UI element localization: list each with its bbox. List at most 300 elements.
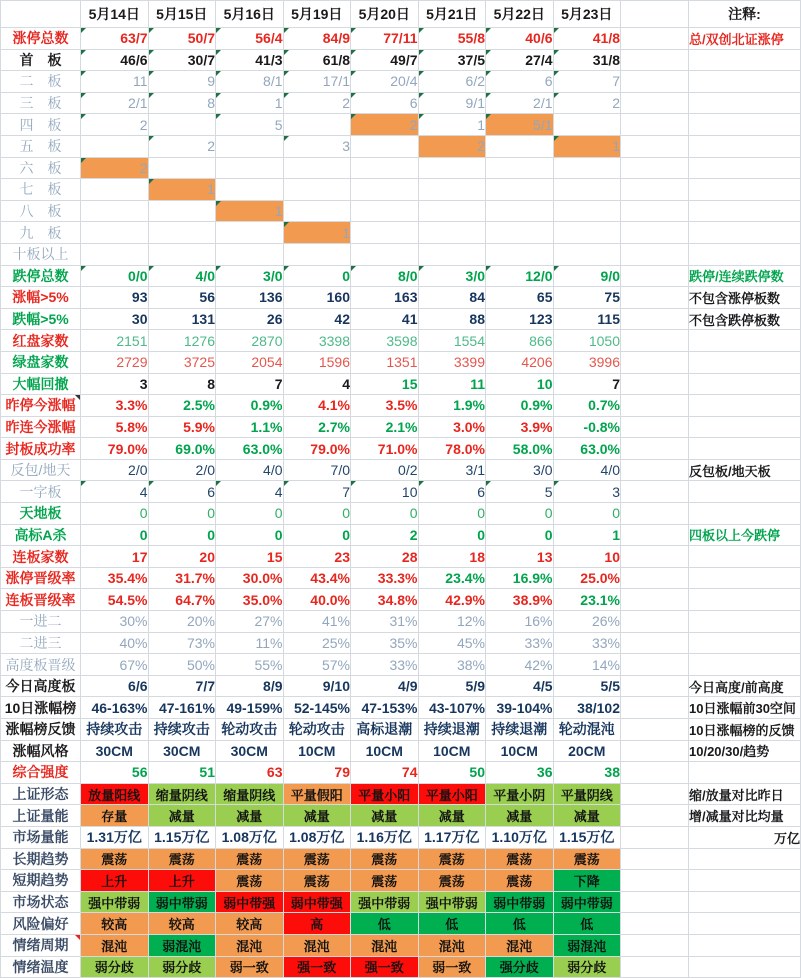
- data-cell[interactable]: 较高: [148, 913, 216, 935]
- data-cell[interactable]: 20/4: [351, 71, 419, 93]
- data-cell[interactable]: 3/1: [418, 459, 486, 481]
- data-cell[interactable]: 30%: [81, 611, 149, 633]
- data-cell[interactable]: 30CM: [81, 740, 149, 762]
- data-cell[interactable]: 持续退潮: [418, 719, 486, 741]
- data-cell[interactable]: 6: [148, 481, 216, 503]
- data-cell[interactable]: 低: [351, 913, 419, 935]
- data-cell[interactable]: 15: [216, 546, 284, 568]
- data-cell[interactable]: 5.8%: [81, 416, 149, 438]
- data-cell[interactable]: 0.7%: [553, 395, 621, 417]
- data-cell[interactable]: 4: [81, 481, 149, 503]
- data-cell[interactable]: 14%: [553, 654, 621, 676]
- data-cell[interactable]: 54.5%: [81, 589, 149, 611]
- data-cell[interactable]: 3.5%: [351, 395, 419, 417]
- spacer-cell[interactable]: [621, 719, 689, 741]
- data-cell[interactable]: 平量小阴: [486, 783, 554, 805]
- data-cell[interactable]: 4: [216, 481, 284, 503]
- data-cell[interactable]: 7: [553, 71, 621, 93]
- data-cell[interactable]: 37/5: [418, 49, 486, 71]
- data-cell[interactable]: 混沌: [486, 934, 554, 956]
- data-cell[interactable]: 0: [216, 503, 284, 525]
- data-cell[interactable]: 38/102: [553, 697, 621, 719]
- data-cell[interactable]: 震荡: [351, 848, 419, 870]
- data-cell[interactable]: 4206: [486, 351, 554, 373]
- data-cell[interactable]: 5/5: [553, 675, 621, 697]
- data-cell[interactable]: 0/0: [81, 265, 149, 287]
- data-cell[interactable]: 7: [216, 373, 284, 395]
- data-cell[interactable]: 2/1: [486, 92, 554, 114]
- row-label[interactable]: 二 板: [1, 71, 81, 93]
- data-cell[interactable]: 4/0: [148, 265, 216, 287]
- data-cell[interactable]: 震荡: [418, 870, 486, 892]
- note-cell[interactable]: [689, 956, 801, 978]
- data-cell[interactable]: 31%: [351, 611, 419, 633]
- data-cell[interactable]: 1: [216, 200, 284, 222]
- data-cell[interactable]: 39-104%: [486, 697, 554, 719]
- data-cell[interactable]: 震荡: [283, 870, 351, 892]
- data-cell[interactable]: 77/11: [351, 28, 419, 50]
- data-cell[interactable]: 58.0%: [486, 438, 554, 460]
- spacer-cell[interactable]: [621, 200, 689, 222]
- data-cell[interactable]: 17/1: [283, 71, 351, 93]
- data-cell[interactable]: [81, 243, 149, 265]
- data-cell[interactable]: 46/6: [81, 49, 149, 71]
- data-cell[interactable]: 63.0%: [216, 438, 284, 460]
- data-cell[interactable]: 5/1: [486, 114, 554, 136]
- note-cell[interactable]: [689, 481, 801, 503]
- data-cell[interactable]: 3598: [351, 330, 419, 352]
- data-cell[interactable]: 30: [81, 308, 149, 330]
- data-cell[interactable]: [486, 179, 554, 201]
- row-label[interactable]: 涨幅>5%: [1, 287, 81, 309]
- row-label[interactable]: 绿盘家数: [1, 351, 81, 373]
- spacer-cell[interactable]: [621, 179, 689, 201]
- data-cell[interactable]: 持续退潮: [486, 719, 554, 741]
- data-cell[interactable]: 10CM: [418, 740, 486, 762]
- row-label[interactable]: 反包/地天: [1, 459, 81, 481]
- data-cell[interactable]: 2151: [81, 330, 149, 352]
- row-label[interactable]: 上证形态: [1, 783, 81, 805]
- data-cell[interactable]: 35%: [351, 632, 419, 654]
- data-cell[interactable]: 弱中带弱: [148, 891, 216, 913]
- note-cell[interactable]: [689, 135, 801, 157]
- data-cell[interactable]: 5: [216, 114, 284, 136]
- data-cell[interactable]: 震荡: [486, 870, 554, 892]
- data-cell[interactable]: 35.4%: [81, 567, 149, 589]
- data-cell[interactable]: 1.08万亿: [283, 826, 351, 848]
- data-cell[interactable]: 减量: [351, 805, 419, 827]
- data-cell[interactable]: 1: [418, 114, 486, 136]
- date-header[interactable]: 5月22日: [486, 1, 554, 28]
- data-cell[interactable]: 56: [81, 762, 149, 784]
- data-cell[interactable]: 20CM: [553, 740, 621, 762]
- data-cell[interactable]: [283, 157, 351, 179]
- data-cell[interactable]: 56: [148, 287, 216, 309]
- data-cell[interactable]: 6: [351, 92, 419, 114]
- data-cell[interactable]: 49-159%: [216, 697, 284, 719]
- spacer-cell[interactable]: [621, 28, 689, 50]
- spacer-cell[interactable]: [621, 503, 689, 525]
- spacer-cell[interactable]: [621, 589, 689, 611]
- data-cell[interactable]: [553, 243, 621, 265]
- data-cell[interactable]: 缩量阴线: [148, 783, 216, 805]
- spacer-cell[interactable]: [621, 49, 689, 71]
- data-cell[interactable]: 16%: [486, 611, 554, 633]
- data-cell[interactable]: 7/0: [283, 459, 351, 481]
- data-cell[interactable]: 45%: [418, 632, 486, 654]
- note-cell[interactable]: [689, 351, 801, 373]
- data-cell[interactable]: [486, 200, 554, 222]
- data-cell[interactable]: 50: [418, 762, 486, 784]
- data-cell[interactable]: [283, 200, 351, 222]
- spacer-cell[interactable]: [621, 697, 689, 719]
- note-cell[interactable]: [689, 71, 801, 93]
- data-cell[interactable]: 8/0: [351, 265, 419, 287]
- data-cell[interactable]: 弱分歧: [148, 956, 216, 978]
- data-cell[interactable]: 混沌: [216, 934, 284, 956]
- data-cell[interactable]: 5/9: [418, 675, 486, 697]
- data-cell[interactable]: 0: [283, 503, 351, 525]
- data-cell[interactable]: 强中带弱: [351, 891, 419, 913]
- note-cell[interactable]: [689, 567, 801, 589]
- data-cell[interactable]: [148, 157, 216, 179]
- data-cell[interactable]: 23.4%: [418, 567, 486, 589]
- spacer-cell[interactable]: [621, 826, 689, 848]
- spacer-cell[interactable]: [621, 740, 689, 762]
- data-cell[interactable]: 47-161%: [148, 697, 216, 719]
- spacer-cell[interactable]: [621, 459, 689, 481]
- data-cell[interactable]: 震荡: [148, 848, 216, 870]
- row-label[interactable]: 跌停总数: [1, 265, 81, 287]
- data-cell[interactable]: 0.9%: [486, 395, 554, 417]
- data-cell[interactable]: 强一致: [351, 956, 419, 978]
- data-cell[interactable]: [283, 114, 351, 136]
- data-cell[interactable]: 41/8: [553, 28, 621, 50]
- row-label[interactable]: 连板家数: [1, 546, 81, 568]
- row-label[interactable]: 十板以上: [1, 243, 81, 265]
- data-cell[interactable]: 123: [486, 308, 554, 330]
- note-cell[interactable]: [689, 330, 801, 352]
- data-cell[interactable]: [81, 179, 149, 201]
- data-cell[interactable]: 1.16万亿: [351, 826, 419, 848]
- data-cell[interactable]: 混沌: [351, 934, 419, 956]
- row-label[interactable]: 八 板: [1, 200, 81, 222]
- data-cell[interactable]: 混沌: [81, 934, 149, 956]
- data-cell[interactable]: 63: [216, 762, 284, 784]
- data-cell[interactable]: 5.9%: [148, 416, 216, 438]
- data-cell[interactable]: 0: [81, 524, 149, 546]
- data-cell[interactable]: 混沌: [283, 934, 351, 956]
- spacer-cell[interactable]: [621, 373, 689, 395]
- data-cell[interactable]: 强中带弱: [81, 891, 149, 913]
- data-cell[interactable]: 63/7: [81, 28, 149, 50]
- data-cell[interactable]: 放量阳线: [81, 783, 149, 805]
- data-cell[interactable]: 2/1: [81, 92, 149, 114]
- data-cell[interactable]: 866: [486, 330, 554, 352]
- row-label[interactable]: 市场状态: [1, 891, 81, 913]
- data-cell[interactable]: 136: [216, 287, 284, 309]
- data-cell[interactable]: [553, 114, 621, 136]
- data-cell[interactable]: 16.9%: [486, 567, 554, 589]
- note-cell[interactable]: [689, 438, 801, 460]
- data-cell[interactable]: 30/7: [148, 49, 216, 71]
- data-cell[interactable]: 23.1%: [553, 589, 621, 611]
- note-cell[interactable]: [689, 891, 801, 913]
- row-label[interactable]: 10日涨幅榜: [1, 697, 81, 719]
- spacer-cell[interactable]: [621, 222, 689, 244]
- data-cell[interactable]: 75: [553, 287, 621, 309]
- data-cell[interactable]: 25%: [283, 632, 351, 654]
- data-cell[interactable]: 弱中带强: [216, 891, 284, 913]
- spacer-cell[interactable]: [621, 891, 689, 913]
- data-cell[interactable]: 3/0: [418, 265, 486, 287]
- data-cell[interactable]: 震荡: [553, 848, 621, 870]
- data-cell[interactable]: [216, 157, 284, 179]
- row-label[interactable]: 情绪温度: [1, 956, 81, 978]
- data-cell[interactable]: 6/2: [418, 71, 486, 93]
- data-cell[interactable]: 12%: [418, 611, 486, 633]
- data-cell[interactable]: 减量: [216, 805, 284, 827]
- data-cell[interactable]: 强中带弱: [418, 891, 486, 913]
- data-cell[interactable]: 1.15万亿: [553, 826, 621, 848]
- row-label[interactable]: 昨连今涨幅: [1, 416, 81, 438]
- data-cell[interactable]: 弱分歧: [81, 956, 149, 978]
- data-cell[interactable]: 弱中带强: [283, 891, 351, 913]
- data-cell[interactable]: 30.0%: [216, 567, 284, 589]
- data-cell[interactable]: 3398: [283, 330, 351, 352]
- data-cell[interactable]: 43.4%: [283, 567, 351, 589]
- note-cell[interactable]: [689, 762, 801, 784]
- row-label[interactable]: 红盘家数: [1, 330, 81, 352]
- data-cell[interactable]: 79.0%: [81, 438, 149, 460]
- data-cell[interactable]: 10: [553, 546, 621, 568]
- data-cell[interactable]: 73%: [148, 632, 216, 654]
- data-cell[interactable]: [283, 243, 351, 265]
- data-cell[interactable]: 震荡: [216, 848, 284, 870]
- data-cell[interactable]: 10CM: [486, 740, 554, 762]
- data-cell[interactable]: [216, 179, 284, 201]
- spacer-cell[interactable]: [621, 308, 689, 330]
- row-label[interactable]: 市场量能: [1, 826, 81, 848]
- spacer-cell[interactable]: [621, 135, 689, 157]
- row-label[interactable]: 四 板: [1, 114, 81, 136]
- data-cell[interactable]: 1554: [418, 330, 486, 352]
- note-cell[interactable]: 今日高度/前高度: [689, 675, 801, 697]
- row-label[interactable]: 涨停晋级率: [1, 567, 81, 589]
- data-cell[interactable]: [418, 157, 486, 179]
- note-cell[interactable]: 10日涨幅前30空间: [689, 697, 801, 719]
- data-cell[interactable]: 0: [148, 503, 216, 525]
- note-cell[interactable]: [689, 654, 801, 676]
- data-cell[interactable]: 38%: [418, 654, 486, 676]
- data-cell[interactable]: 42.9%: [418, 589, 486, 611]
- data-cell[interactable]: 11%: [216, 632, 284, 654]
- data-cell[interactable]: 减量: [486, 805, 554, 827]
- data-cell[interactable]: 88: [418, 308, 486, 330]
- spacer-cell[interactable]: [621, 351, 689, 373]
- row-label[interactable]: 风险偏好: [1, 913, 81, 935]
- data-cell[interactable]: 78.0%: [418, 438, 486, 460]
- data-cell[interactable]: 1: [553, 135, 621, 157]
- spacer-cell[interactable]: [621, 287, 689, 309]
- row-label[interactable]: 一字板: [1, 481, 81, 503]
- data-cell[interactable]: [81, 135, 149, 157]
- data-cell[interactable]: 2.7%: [283, 416, 351, 438]
- note-cell[interactable]: [689, 589, 801, 611]
- note-cell[interactable]: 跌停/连续跌停数: [689, 265, 801, 287]
- data-cell[interactable]: 0: [148, 524, 216, 546]
- data-cell[interactable]: [216, 135, 284, 157]
- data-cell[interactable]: 160: [283, 287, 351, 309]
- data-cell[interactable]: 38: [553, 762, 621, 784]
- data-cell[interactable]: 0: [283, 265, 351, 287]
- data-cell[interactable]: 57%: [283, 654, 351, 676]
- note-cell[interactable]: 不包含跌停板数: [689, 308, 801, 330]
- note-cell[interactable]: 缩/放量对比昨日: [689, 783, 801, 805]
- data-cell[interactable]: 3.9%: [486, 416, 554, 438]
- spacer-cell[interactable]: [621, 243, 689, 265]
- data-cell[interactable]: 69.0%: [148, 438, 216, 460]
- data-cell[interactable]: 9/1: [418, 92, 486, 114]
- data-cell[interactable]: 10CM: [351, 740, 419, 762]
- note-cell[interactable]: [689, 179, 801, 201]
- data-cell[interactable]: 1.17万亿: [418, 826, 486, 848]
- note-cell[interactable]: [689, 416, 801, 438]
- data-cell[interactable]: 高: [283, 913, 351, 935]
- spacer-cell[interactable]: [621, 934, 689, 956]
- data-cell[interactable]: 2: [351, 524, 419, 546]
- data-cell[interactable]: 2: [283, 92, 351, 114]
- note-cell[interactable]: 10日涨幅榜的反馈: [689, 719, 801, 741]
- row-label[interactable]: 连板晋级率: [1, 589, 81, 611]
- data-cell[interactable]: [148, 243, 216, 265]
- data-cell[interactable]: 10: [351, 481, 419, 503]
- row-label[interactable]: 五 板: [1, 135, 81, 157]
- data-cell[interactable]: 减量: [283, 805, 351, 827]
- data-cell[interactable]: [553, 179, 621, 201]
- data-cell[interactable]: 1: [553, 524, 621, 546]
- data-cell[interactable]: 3/0: [216, 265, 284, 287]
- data-cell[interactable]: 低: [553, 913, 621, 935]
- data-cell[interactable]: 平量小阳: [418, 783, 486, 805]
- data-cell[interactable]: 33%: [553, 632, 621, 654]
- spacer-cell[interactable]: [621, 675, 689, 697]
- data-cell[interactable]: 0/2: [351, 459, 419, 481]
- data-cell[interactable]: [486, 243, 554, 265]
- data-cell[interactable]: 2/0: [81, 459, 149, 481]
- data-cell[interactable]: 2054: [216, 351, 284, 373]
- data-cell[interactable]: [81, 200, 149, 222]
- data-cell[interactable]: [81, 222, 149, 244]
- data-cell[interactable]: 6/6: [81, 675, 149, 697]
- data-cell[interactable]: 0.9%: [216, 395, 284, 417]
- data-cell[interactable]: 49/7: [351, 49, 419, 71]
- note-cell[interactable]: [689, 934, 801, 956]
- note-cell[interactable]: 万亿: [689, 826, 801, 848]
- data-cell[interactable]: [351, 135, 419, 157]
- data-cell[interactable]: 1.08万亿: [216, 826, 284, 848]
- spacer-cell[interactable]: [621, 848, 689, 870]
- data-cell[interactable]: 46-163%: [81, 697, 149, 719]
- data-cell[interactable]: 25.0%: [553, 567, 621, 589]
- note-cell[interactable]: [689, 243, 801, 265]
- data-cell[interactable]: [486, 135, 554, 157]
- data-cell[interactable]: 6: [418, 481, 486, 503]
- row-label[interactable]: 封板成功率: [1, 438, 81, 460]
- data-cell[interactable]: 8/9: [216, 675, 284, 697]
- spacer-cell[interactable]: [621, 524, 689, 546]
- data-cell[interactable]: 2: [351, 114, 419, 136]
- data-cell[interactable]: 4/0: [216, 459, 284, 481]
- data-cell[interactable]: 2: [418, 135, 486, 157]
- data-cell[interactable]: 93: [81, 287, 149, 309]
- data-cell[interactable]: 1.10万亿: [486, 826, 554, 848]
- data-cell[interactable]: 27%: [216, 611, 284, 633]
- note-cell[interactable]: [689, 373, 801, 395]
- data-cell[interactable]: 84: [418, 287, 486, 309]
- data-cell[interactable]: 持续攻击: [148, 719, 216, 741]
- date-header[interactable]: 5月14日: [81, 1, 149, 28]
- data-cell[interactable]: 17: [81, 546, 149, 568]
- data-cell[interactable]: [553, 157, 621, 179]
- data-cell[interactable]: 61/8: [283, 49, 351, 71]
- data-cell[interactable]: 1.9%: [418, 395, 486, 417]
- data-cell[interactable]: 3.0%: [418, 416, 486, 438]
- data-cell[interactable]: [418, 243, 486, 265]
- row-label[interactable]: 综合强度: [1, 762, 81, 784]
- spacer-cell[interactable]: [621, 546, 689, 568]
- data-cell[interactable]: 强分歧: [486, 956, 554, 978]
- data-cell[interactable]: 存量: [81, 805, 149, 827]
- data-cell[interactable]: 23: [283, 546, 351, 568]
- row-label[interactable]: 天地板: [1, 503, 81, 525]
- spacer-cell[interactable]: [621, 956, 689, 978]
- row-label[interactable]: 今日高度板: [1, 675, 81, 697]
- data-cell[interactable]: 平量小阳: [351, 783, 419, 805]
- date-header[interactable]: 5月21日: [418, 1, 486, 28]
- data-cell[interactable]: 50/7: [148, 28, 216, 50]
- data-cell[interactable]: -0.8%: [553, 416, 621, 438]
- data-cell[interactable]: 26%: [553, 611, 621, 633]
- spacer-cell[interactable]: [621, 611, 689, 633]
- data-cell[interactable]: 47-153%: [351, 697, 419, 719]
- data-cell[interactable]: 震荡: [81, 848, 149, 870]
- spacer-cell[interactable]: [621, 92, 689, 114]
- data-cell[interactable]: [148, 114, 216, 136]
- data-cell[interactable]: 50%: [148, 654, 216, 676]
- data-cell[interactable]: [553, 222, 621, 244]
- data-cell[interactable]: 41: [351, 308, 419, 330]
- data-cell[interactable]: 9/10: [283, 675, 351, 697]
- date-header[interactable]: 5月23日: [553, 1, 621, 28]
- note-cell[interactable]: 四板以上今跌停: [689, 524, 801, 546]
- data-cell[interactable]: [418, 200, 486, 222]
- data-cell[interactable]: 67%: [81, 654, 149, 676]
- data-cell[interactable]: 28: [351, 546, 419, 568]
- data-cell[interactable]: 混沌: [418, 934, 486, 956]
- data-cell[interactable]: 强一致: [283, 956, 351, 978]
- data-cell[interactable]: [418, 222, 486, 244]
- data-cell[interactable]: 9/0: [553, 265, 621, 287]
- note-cell[interactable]: [689, 157, 801, 179]
- note-cell[interactable]: [689, 395, 801, 417]
- data-cell[interactable]: [553, 200, 621, 222]
- data-cell[interactable]: 0: [216, 524, 284, 546]
- data-cell[interactable]: 1276: [148, 330, 216, 352]
- spacer-cell[interactable]: [621, 1, 689, 28]
- date-header[interactable]: 5月16日: [216, 1, 284, 28]
- data-cell[interactable]: 弱混沌: [553, 934, 621, 956]
